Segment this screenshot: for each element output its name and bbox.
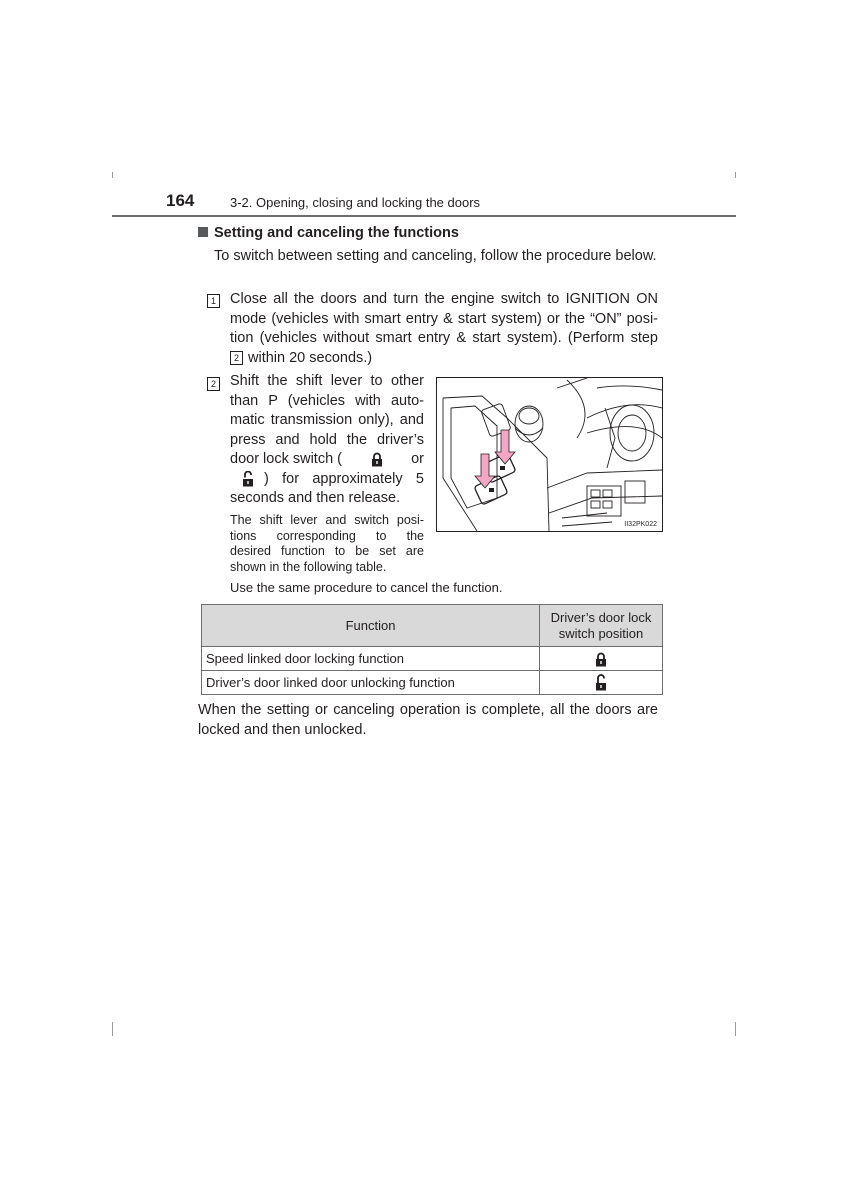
step-2-note bbox=[230, 513, 424, 575]
section-heading bbox=[198, 225, 459, 241]
square-bullet-icon bbox=[198, 227, 208, 237]
lock-closed-icon bbox=[595, 652, 607, 667]
console-drawing bbox=[437, 378, 662, 531]
step-2-note-line-1: The shift lever and switch posi- bbox=[230, 513, 424, 527]
crop-mark-bottom-right bbox=[735, 1022, 736, 1036]
crop-mark-top-left bbox=[112, 172, 113, 178]
function-table bbox=[201, 604, 663, 695]
lock-closed-icon bbox=[371, 452, 383, 467]
step-2-line-5-or: or bbox=[411, 451, 424, 467]
step-2-line-4: press and hold the driver’s bbox=[230, 431, 424, 448]
step-2-line-5 bbox=[230, 450, 424, 470]
step-1-line-2: mode (vehicles with smart entry & start system) or the “ON” posi- bbox=[230, 310, 658, 327]
closing-paragraph: When the setting or canceling operation is complete, all the doors are locked and then unlocked. bbox=[198, 702, 658, 738]
cancel-note: Use the same procedure to cancel the function. bbox=[230, 580, 503, 595]
step-2-marker bbox=[207, 374, 220, 392]
header-rule bbox=[112, 215, 736, 217]
step-1-text bbox=[230, 290, 658, 368]
step-2-line-3: matic transmission only), and bbox=[230, 412, 424, 428]
step-2-reference: 2 bbox=[230, 351, 243, 365]
step-2-line-6 bbox=[230, 470, 424, 490]
step-2-note-line-2: tions corresponding to the bbox=[230, 528, 424, 543]
page-number: 164 bbox=[166, 191, 195, 210]
step-2-line-1: Shift the shift lever to other bbox=[230, 373, 424, 389]
table-cell-function: Speed linked door locking function bbox=[202, 647, 540, 671]
step-2-line-2: than P (vehicles with auto- bbox=[230, 392, 424, 409]
lock-open-icon bbox=[595, 674, 607, 691]
step-2-line-6-text: ) for approximately 5 bbox=[264, 470, 424, 487]
crop-mark-top-right bbox=[735, 172, 736, 178]
table-header-function: Function bbox=[202, 605, 540, 647]
step-1-marker bbox=[207, 291, 220, 309]
step-1-line-3: tion (vehicles without smart entry & start system). (Perform step bbox=[230, 330, 658, 346]
step-2-line-5-text: door lock switch ( bbox=[230, 451, 343, 467]
section-heading-text: Setting and canceling the functions bbox=[214, 225, 459, 241]
crop-mark-bottom-left bbox=[112, 1022, 113, 1036]
step-2-text bbox=[230, 372, 424, 509]
door-lock-switch-illustration bbox=[436, 377, 663, 532]
section-title: 3-2. Opening, closing and locking the doors bbox=[230, 195, 481, 210]
table-row bbox=[202, 671, 663, 695]
table-header-switch-position-line-1: Driver’s door lock bbox=[550, 609, 652, 625]
step-2-note-line-3: desired function to be set are bbox=[230, 544, 424, 558]
figure-code: II32PK022 bbox=[624, 521, 657, 528]
table-header-row bbox=[202, 605, 663, 647]
table-row bbox=[202, 647, 663, 671]
intro-paragraph: To switch between setting and canceling, follow the procedure below. bbox=[214, 248, 657, 264]
table-header-switch-position-line-2: switch position bbox=[558, 625, 644, 641]
table-cell-switch-position bbox=[540, 647, 663, 671]
table-header-switch-position bbox=[540, 605, 663, 647]
step-1-line-4-text: within 20 seconds.) bbox=[248, 349, 373, 366]
table-cell-switch-position bbox=[540, 671, 663, 695]
step-2-note-line-4: shown in the following table. bbox=[230, 559, 387, 574]
step-2-number: 2 bbox=[207, 377, 220, 391]
step-2-line-7: seconds and then release. bbox=[230, 490, 401, 506]
lock-open-icon bbox=[242, 471, 254, 487]
step-1-line-1: Close all the doors and turn the engine switch to IGNITION ON bbox=[230, 291, 658, 307]
step-1-line-4 bbox=[230, 349, 658, 369]
table-cell-function: Driver’s door linked door unlocking function bbox=[202, 671, 540, 695]
step-1-number: 1 bbox=[207, 294, 220, 308]
